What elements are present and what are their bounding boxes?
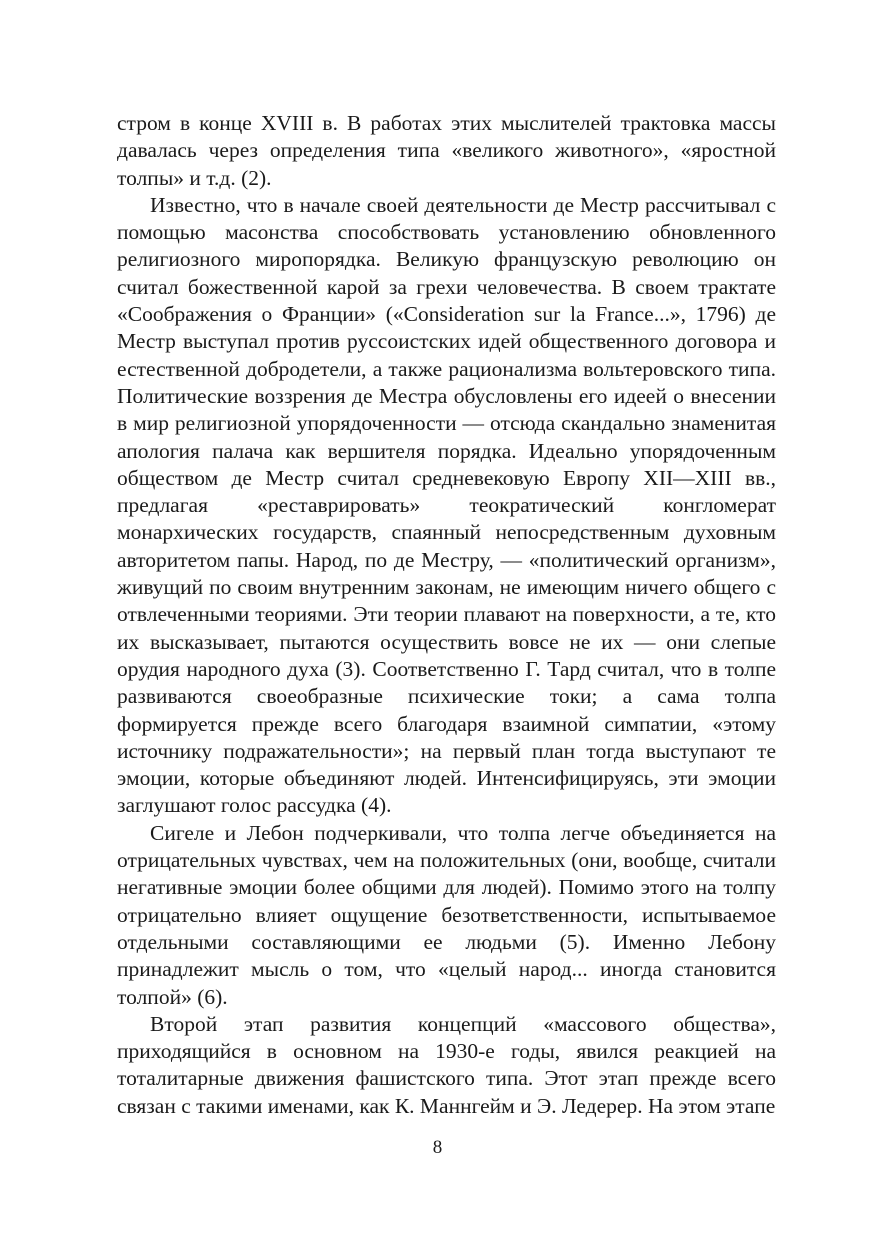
paragraph-continuation: стром в конце XVIII в. В работах этих мыслителей трактовка массы давалась через определения типа «великого животного», «яростной толпы» и т.д. (2). bbox=[117, 111, 776, 190]
body-text bbox=[117, 110, 776, 1120]
paragraph-second-stage: Второй этап развития концепций «массового общества», приходящийся в основном на 1930-е годы, явился реакцией на тоталитарные движения фашистского типа. Этот этап прежде всего связан с такими именами, как К. Маннгейм и Э. Ледерер. На этом этапе bbox=[117, 1011, 776, 1118]
page-number: 8 bbox=[432, 1137, 443, 1158]
paragraph-de-maistre: Известно, что в начале своей деятельности де Местр рассчитывал с помощью масонства способствовать установлению обновленного религиозного миропорядка. Великую французскую революцию он считал божественной карой за грехи человечества. В своем трактате «Соображения о Франции» («Consideration sur la France...», 1796) де Местр выступал против руссоистских идей общественного договора и естественной добродетели, а также рационализма вольтеровского типа. Политические воззрения де Местра обусловлены его идеей о внесении в мир религиозной упорядоченности — отсюда скандально знаменитая апология палача как вершителя порядка. Идеально упорядоченным обществом де Местр считал средневековую Европу XII—XIII вв., предлагая «реставрировать» теократический конгломерат монархических государств, спаянный непосредственным духовным авторитетом папы. Народ, по де Местру, — «политический организм», живущий по своим внутренним законам, не имеющим ничего общего с отвлеченными теориями. Эти теории плавают на поверхности, а те, кто их высказывает, пытаются осуществить вовсе не их — они слепые орудия народного духа (3). Соответственно Г. Тард считал, что в толпе развиваются своеобразные психические токи; а сама толпа формируется прежде всего благодаря взаимной симпатии, «этому источнику подражательности»; на первый план тогда выступают те эмоции, которые объединяют людей. Интенсифицируясь, эти эмоции заглушают голос рассудка (4). bbox=[117, 192, 776, 818]
paragraph-sighele-le-bon: Сигеле и Лебон подчеркивали, что толпа легче объединяется на отрицательных чувствах, чем на положительных (они, вообще, считали негативные эмоции более общими для людей). Помимо этого на толпу отрицательно влияет ощущение безответственности, испытываемое отдельными составляющими ее людьми (5). Именно Лебону принадлежит мысль о том, что «целый народ... иногда становится толпой» (6). bbox=[117, 820, 776, 1009]
